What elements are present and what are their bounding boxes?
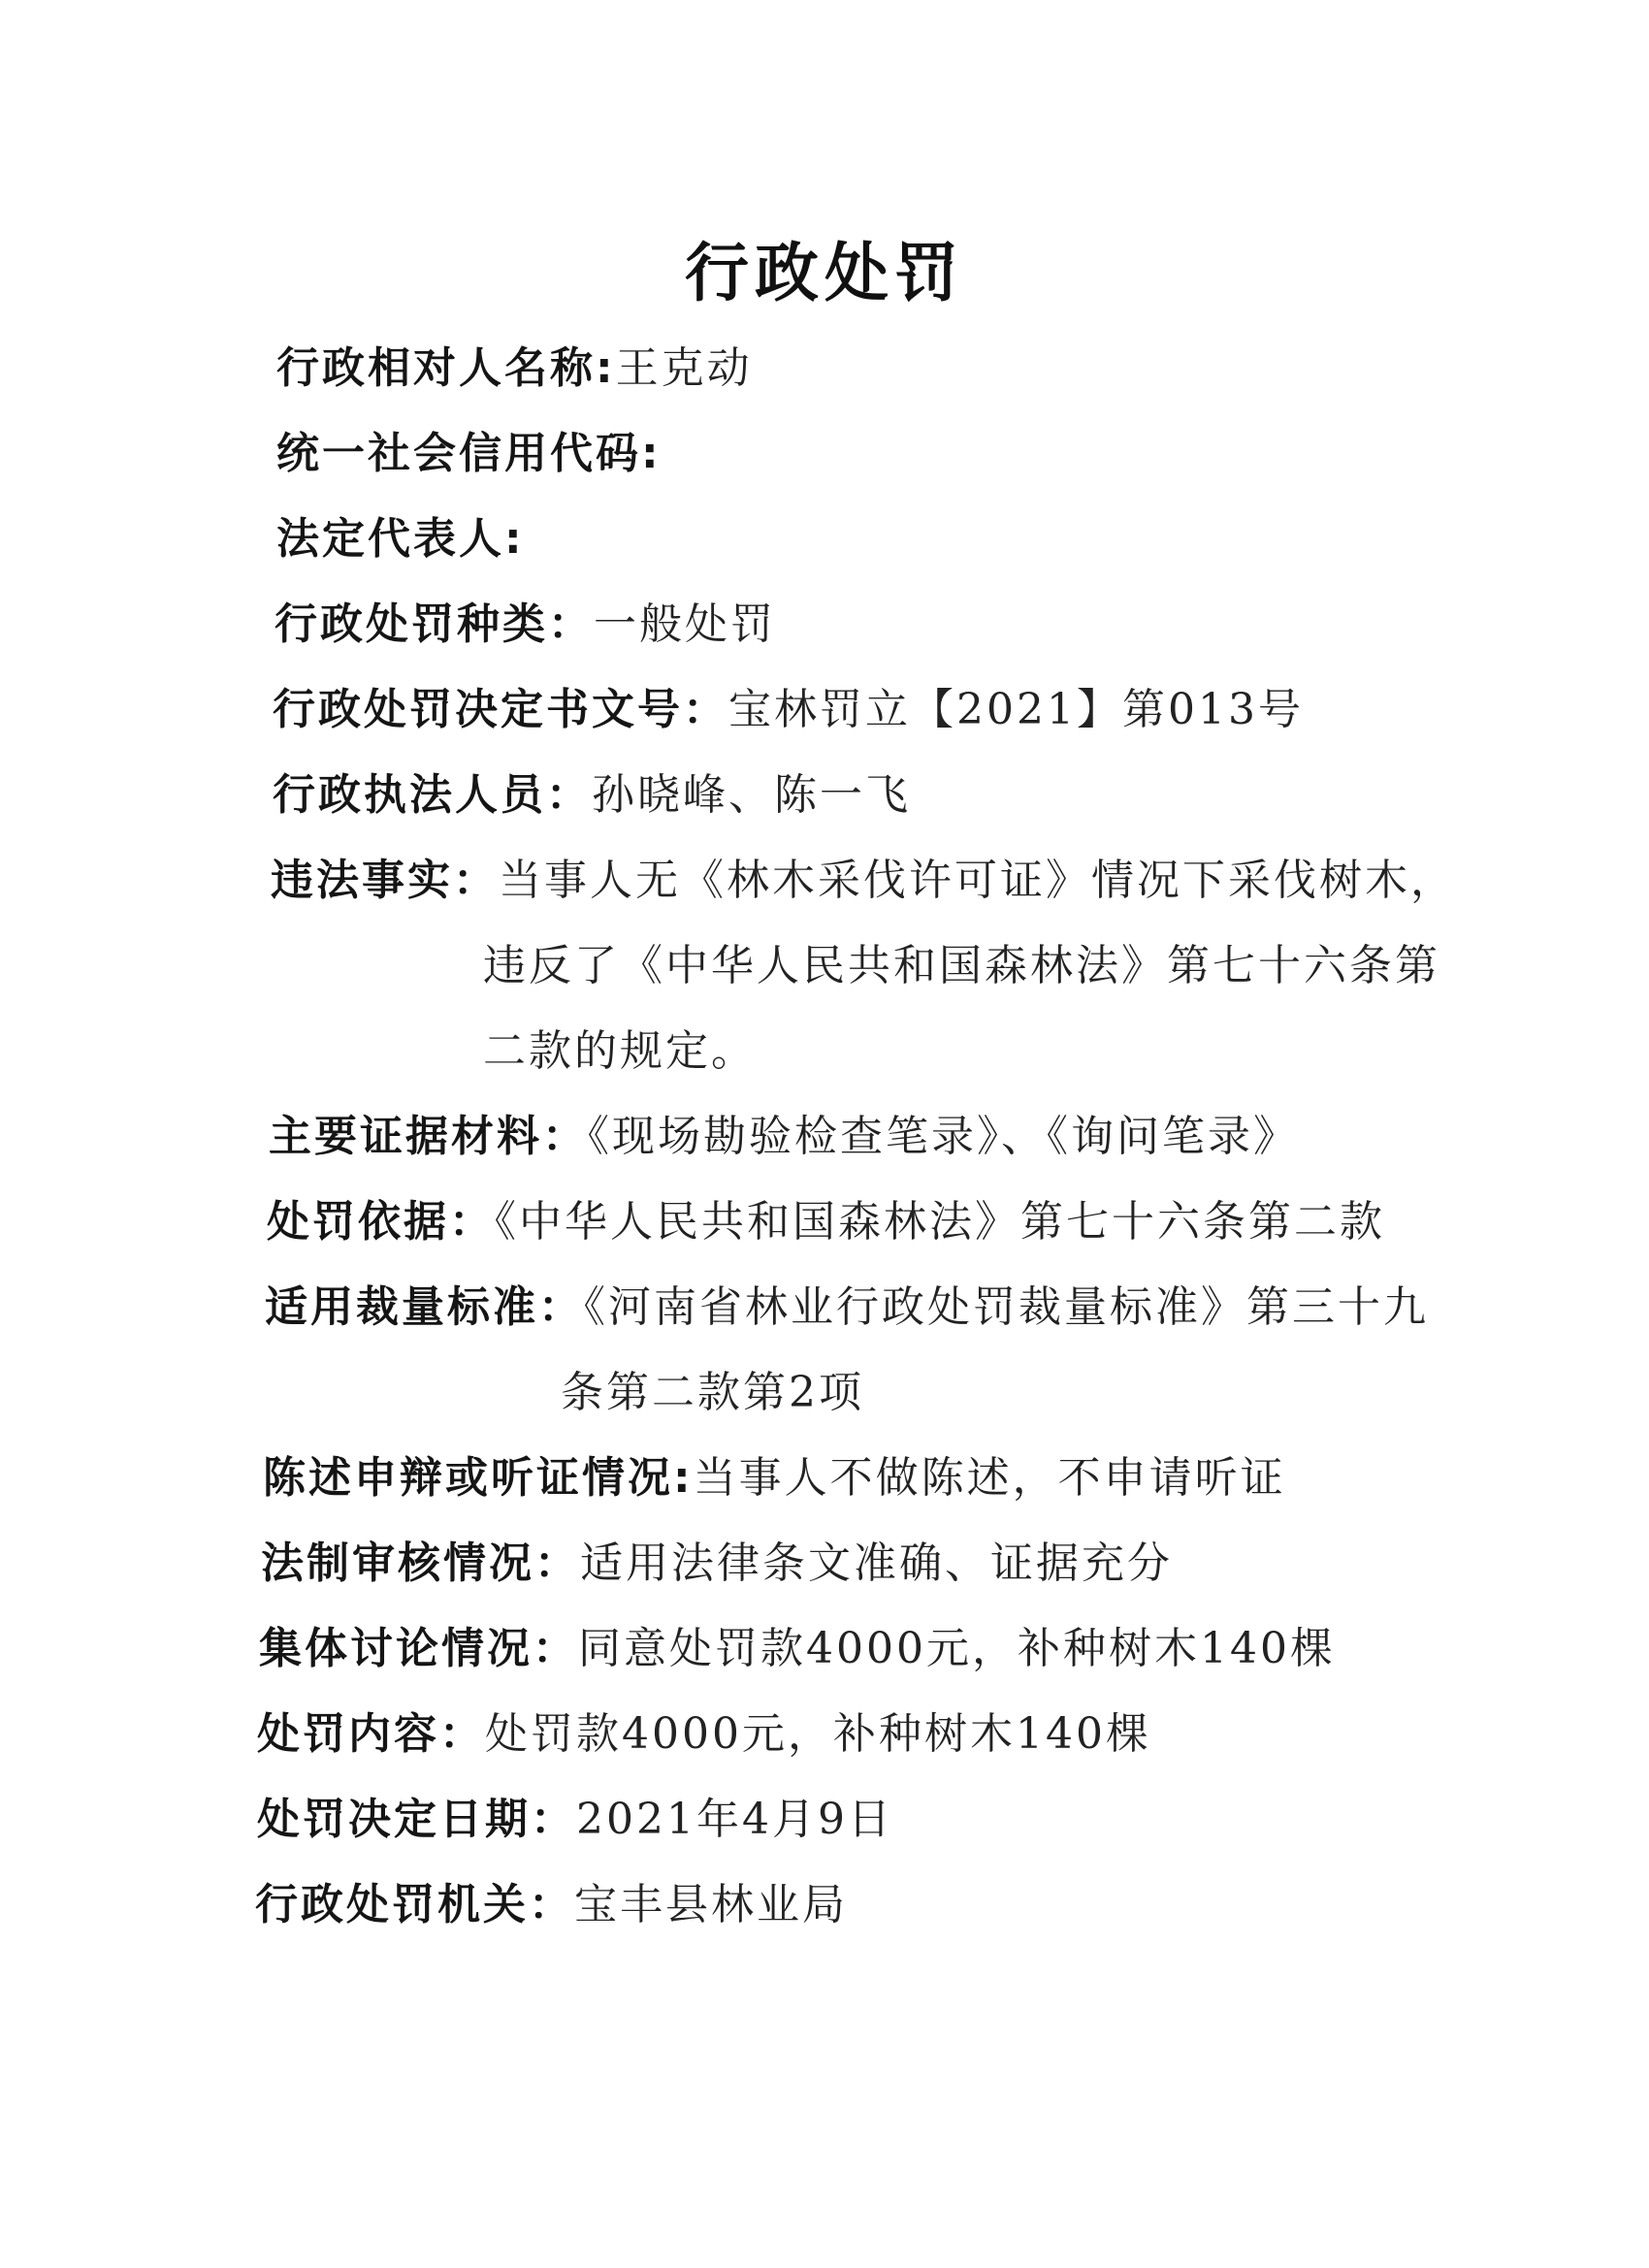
decision-no-value: 宝林罚立【2021】第013号 bbox=[728, 685, 1304, 734]
credit-code-label: 统一社会信用代码: bbox=[276, 429, 662, 478]
document-title: 行政处罚 bbox=[685, 236, 964, 310]
basis-label: 处罚依据： bbox=[267, 1197, 495, 1247]
evidence-row bbox=[269, 1108, 1299, 1166]
penalty-type-value: 一般处罚 bbox=[594, 599, 776, 649]
legal-review-value: 适用法律条文准确、证据充分 bbox=[580, 1539, 1173, 1588]
party-name-row bbox=[276, 340, 753, 398]
authority-value: 宝丰县林业局 bbox=[574, 1880, 848, 1929]
basis-row bbox=[267, 1193, 1385, 1251]
evidence-value: 《现场勘验检查笔录》、《询问笔录》 bbox=[588, 1112, 1299, 1161]
date-row bbox=[257, 1791, 893, 1849]
evidence-label: 主要证据材料： bbox=[269, 1112, 588, 1161]
legal-rep-row bbox=[276, 510, 525, 568]
date-label: 处罚决定日期： bbox=[257, 1795, 576, 1844]
officers-label: 行政执法人员： bbox=[273, 770, 592, 820]
authority-row bbox=[255, 1876, 848, 1934]
content-row bbox=[257, 1705, 1151, 1764]
standard-line-1: 《河南省林业行政处罚裁量标准》第三十九 bbox=[584, 1282, 1429, 1332]
penalty-type-label: 行政处罚种类： bbox=[275, 599, 594, 649]
basis-value: 《中华人民共和国森林法》第七十六条第二款 bbox=[495, 1197, 1385, 1247]
date-value: 2021年4月9日 bbox=[576, 1795, 893, 1844]
hearing-label: 陈述申辩或听证情况: bbox=[263, 1453, 694, 1503]
discussion-label: 集体讨论情况： bbox=[259, 1624, 578, 1673]
decision-no-label: 行政处罚决定书文号： bbox=[273, 685, 728, 734]
hearing-row bbox=[263, 1449, 1286, 1507]
violation-line-2: 违反了《中华人民共和国森林法》第七十六条第 bbox=[483, 941, 1440, 990]
party-name-value: 王克动 bbox=[615, 343, 753, 393]
officers-row bbox=[273, 766, 911, 825]
legal-rep-label: 法定代表人: bbox=[276, 514, 525, 564]
authority-label: 行政处罚机关： bbox=[255, 1880, 574, 1929]
violation-line-1: 当事人无《林木采伐许可证》情况下采伐树木， bbox=[499, 856, 1456, 905]
standard-line-2: 条第二款第2项 bbox=[561, 1368, 864, 1417]
discussion-value: 同意处罚款4000元，补种树木140棵 bbox=[578, 1624, 1336, 1673]
decision-no-row bbox=[273, 681, 1304, 739]
party-name-label: 行政相对人名称: bbox=[276, 343, 616, 393]
violation-label: 违法事实： bbox=[271, 856, 499, 905]
legal-review-label: 法制审核情况： bbox=[261, 1539, 580, 1588]
penalty-type-row bbox=[275, 596, 776, 654]
legal-review-row bbox=[261, 1535, 1173, 1593]
violation-line-3: 二款的规定。 bbox=[483, 1026, 757, 1076]
standard-row bbox=[265, 1279, 1429, 1337]
hearing-value: 当事人不做陈述，不申请听证 bbox=[693, 1453, 1286, 1503]
violation-row bbox=[271, 852, 1456, 910]
officers-value: 孙晓峰、陈一飞 bbox=[592, 770, 911, 820]
discussion-row bbox=[259, 1620, 1336, 1678]
content-label: 处罚内容： bbox=[257, 1709, 485, 1759]
standard-label: 适用裁量标准： bbox=[265, 1282, 584, 1332]
credit-code-row bbox=[276, 425, 662, 483]
content-value: 处罚款4000元，补种树木140棵 bbox=[485, 1709, 1151, 1759]
